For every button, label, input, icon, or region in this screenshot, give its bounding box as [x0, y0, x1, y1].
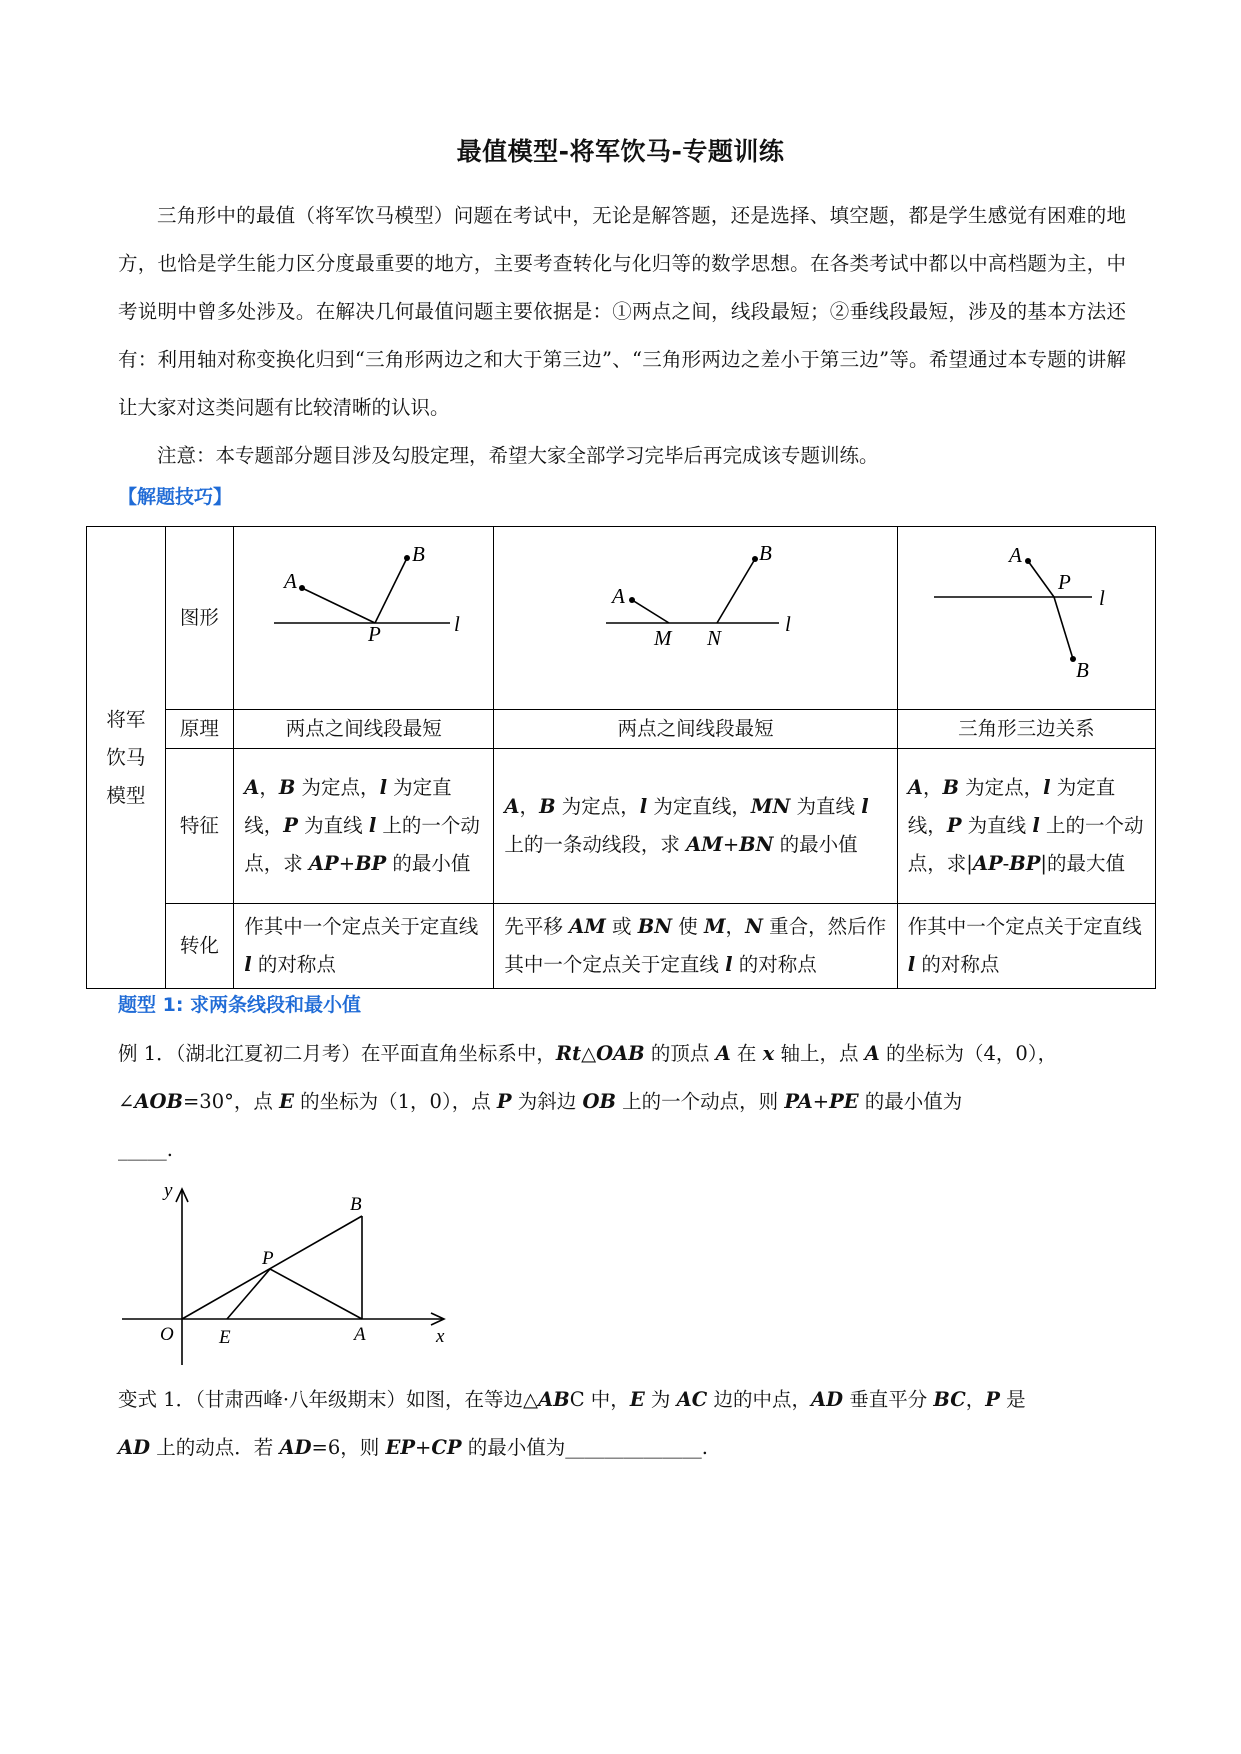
label-B: B: [1075, 658, 1089, 682]
transform-1: 作其中一个定点关于定直线 l 的对称点: [234, 904, 494, 989]
figure-cell-1: [234, 527, 494, 710]
segment-PB: [1054, 597, 1073, 659]
principle-row: [87, 710, 1156, 749]
section-tips-heading: 【解题技巧】: [118, 486, 233, 508]
figure-row: [87, 527, 1156, 710]
row-head-principle: 原理: [165, 710, 234, 749]
segment-EP: [227, 1269, 270, 1319]
model-label-line: 饮马: [106, 745, 146, 769]
figure-2-diagram: [504, 527, 904, 709]
point-A: [299, 585, 305, 591]
label-y: y: [164, 1180, 173, 1201]
principle-1: 两点之间线段最短: [234, 710, 494, 749]
label-A: A: [1008, 543, 1022, 567]
feature-3: A，B 为定点，l 为定直线，P 为直线 l 上的一个动点，求|AP-BP|的最大值: [897, 749, 1155, 904]
model-label-line: 模型: [106, 783, 146, 807]
feature-2: A，B 为定点，l 为定直线，MN 为直线 l 上的一条动线段，求 AM+BN 的最小值: [494, 749, 897, 904]
label-A: A: [612, 584, 626, 608]
label-B: B: [759, 541, 773, 565]
segment-AM: [632, 600, 669, 623]
figure-cell-2: [494, 527, 897, 710]
example-1: 例 1．（湖北江夏初二月考）在平面直角坐标系中，Rt△OAB 的顶点 A 在 x 轴上，点 A 的坐标为（4，0），∠AOB=30°，点 E 的坐标为（1，0），点 P 为斜边 OB 上的一个动点，则 PA+PE 的最小值为 _____.: [118, 1042, 1058, 1161]
segment-AP: [302, 588, 375, 623]
page-title: 最值模型-将军饮马-专题训练: [456, 137, 785, 166]
transform-row: [87, 904, 1156, 989]
label-l: l: [1098, 586, 1105, 610]
coordinate-graph: [118, 1180, 458, 1370]
row-head-feature: 特征: [165, 749, 234, 904]
model-label-cell: [87, 527, 166, 989]
label-E: E: [219, 1327, 231, 1348]
figure-3-diagram: [908, 527, 1164, 709]
segment-AP: [1028, 561, 1054, 597]
row-head-figure: 图形: [165, 527, 234, 710]
label-l: l: [785, 612, 792, 636]
point-B: [752, 556, 758, 562]
feature-row: [87, 749, 1156, 904]
model-label-line: 将军: [106, 707, 146, 731]
intro-paragraph: 三角形中的最值（将军饮马模型）问题在考试中，无论是解答题，还是选择、填空题，都是学生感觉有困难的地方，也恰是学生能力区分度最重要的地方，主要考查转化与化归等的数学思想。在各类考试中都以中高档题为主，中考说明中曾多处涉及。在解决几何最值问题主要依据是：①两点之间，线段最短；②垂线段最短，涉及的基本方法还有：利用轴对称变换化归到“三角形两边之和大于第三边”、“三角形两边之差小于第三边”等。希望通过本专题的讲解让大家对这类问题有比较清晰的认识。: [118, 204, 1126, 419]
principle-3: 三角形三边关系: [897, 710, 1155, 749]
transform-2: 先平移 AM 或 BN 使 M，N 重合，然后作其中一个定点关于定直线 l 的对称点: [494, 904, 897, 989]
label-B: B: [350, 1194, 362, 1215]
segment-PB: [375, 558, 407, 623]
label-B: B: [412, 542, 426, 566]
label-A: A: [354, 1324, 366, 1345]
label-P: P: [262, 1248, 274, 1269]
row-head-transform: 转化: [165, 904, 234, 989]
point-A: [1025, 558, 1031, 564]
label-P: P: [368, 622, 382, 646]
point-A: [629, 597, 635, 603]
label-M: M: [654, 626, 672, 650]
principle-2: 两点之间线段最短: [494, 710, 897, 749]
note-paragraph: 注意：本专题部分题目涉及勾股定理，希望大家全部学习完毕后再完成该专题训练。: [157, 444, 879, 467]
variant-1: 变式 1．（甘肃西峰·八年级期末）如图，在等边△ABC 中，E 为 AC 边的中点，AD 垂直平分 BC，P 是 AD 上的动点．若 AD=6，则 EP+CP 的最小值为______________.: [118, 1388, 1026, 1459]
label-N: N: [707, 626, 722, 650]
figure-cell-3: [897, 527, 1155, 710]
segment-PA: [270, 1269, 362, 1319]
section-type1-heading: 题型 1: 求两条线段和最小值: [118, 994, 362, 1016]
label-x: x: [436, 1326, 445, 1347]
label-A: A: [284, 569, 298, 593]
segment-NB: [717, 559, 755, 623]
label-l: l: [454, 612, 461, 636]
label-P: P: [1057, 570, 1071, 594]
transform-3: 作其中一个定点关于定直线 l 的对称点: [897, 904, 1155, 989]
label-O: O: [160, 1324, 174, 1345]
tips-table: [86, 526, 1156, 989]
feature-1: A，B 为定点，l 为定直线，P 为直线 l 上的一个动点，求 AP+BP 的最小值: [234, 749, 494, 904]
point-B: [404, 555, 410, 561]
figure-1-diagram: [244, 527, 502, 709]
